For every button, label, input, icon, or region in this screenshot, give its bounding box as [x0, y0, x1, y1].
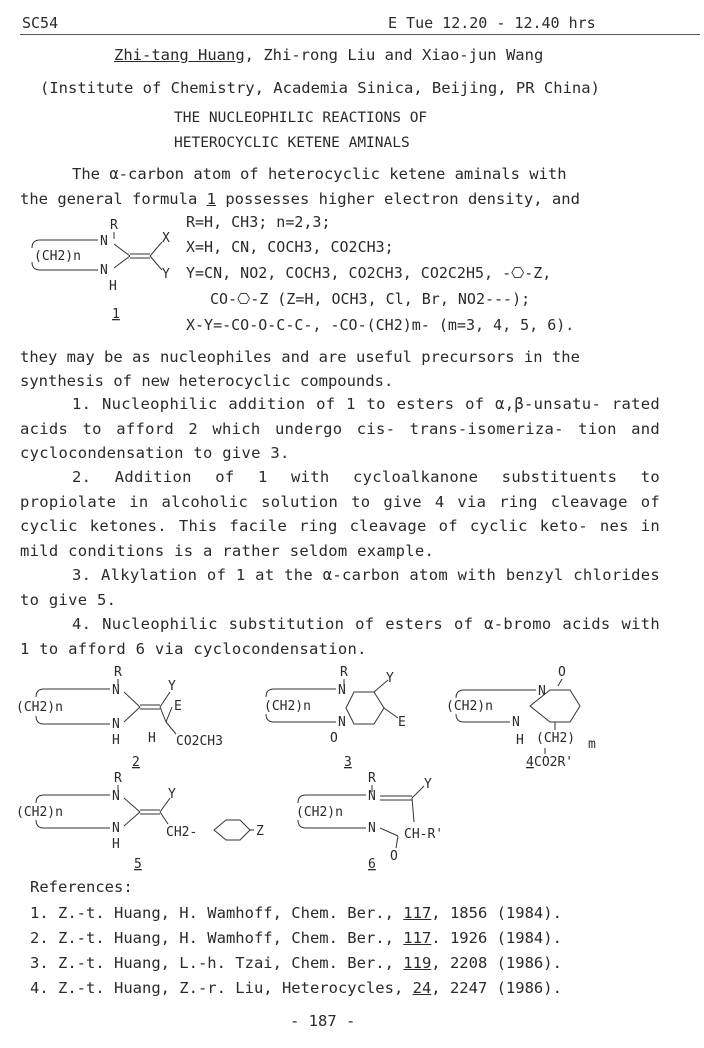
author-3: Xiao-jun Wang: [421, 46, 544, 64]
atom-label: Z: [256, 824, 264, 839]
reference-item: [30, 904, 562, 922]
body-line: they may be as nucleophiles and are useful precursors in the: [20, 348, 580, 366]
atom-label: N: [512, 715, 520, 730]
compound-label: 2: [132, 755, 140, 770]
atom-label: N: [100, 263, 108, 278]
compound-label: 4: [526, 755, 534, 770]
title-line-2: HETEROCYCLIC KETENE AMINALS: [174, 135, 410, 151]
atom-label: O: [330, 731, 338, 746]
reference-item: [30, 979, 562, 997]
ref-text: , 2247 (1986).: [431, 979, 562, 997]
compound-label: 3: [344, 755, 352, 770]
paragraph-text: 4. Nucleophilic substitution of esters of α-bromo acids with 1 to afford 6 via cyclocondensation.: [20, 615, 660, 658]
author-2: Zhi-rong Liu: [263, 46, 376, 64]
ring-label: (CH2)n: [34, 249, 81, 264]
author-sep: and: [375, 46, 422, 64]
intro-text: possesses higher electron density, and: [215, 190, 580, 208]
structure-2: [14, 662, 254, 772]
header-session: E Tue 12.20 - 12.40 hrs: [388, 14, 596, 32]
reference-item: [30, 954, 562, 972]
atom-label: H: [112, 733, 120, 748]
paragraph-text: 2. Addition of 1 with cycloalkanone substituents to propiolate in alcoholic solution to give 4 via ring cleavage of cyclic ketones. This facile ring cleavage of cyclic keto- nes in mild conditions is a rather seldom example.: [20, 468, 660, 560]
ring-label: (CH2)n: [16, 700, 63, 715]
ref-text: . 1926 (1984).: [431, 929, 562, 947]
atom-label: Y: [162, 267, 170, 282]
formula-line-5: X-Y=-CO-O-C-C-, -CO-(CH2)m- (m=3, 4, 5, 6).: [186, 316, 575, 334]
atom-label: Y: [168, 787, 176, 802]
structure-6: [292, 768, 492, 878]
compound-label: 6: [368, 857, 376, 872]
atom-label: E: [398, 715, 406, 730]
atom-label: m: [588, 737, 596, 752]
ref-volume: 117: [403, 929, 432, 947]
page-number: - 187 -: [290, 1012, 356, 1030]
ref-volume: 119: [403, 954, 432, 972]
reference-item: [30, 929, 562, 947]
compound-label: 5: [134, 857, 142, 872]
intro-line-1: The α-carbon atom of heterocyclic ketene aminals with: [72, 165, 567, 183]
ring-label: (CH2)n: [296, 805, 343, 820]
paragraph-text: 3. Alkylation of 1 at the α-carbon atom with benzyl chlorides to give 5.: [20, 566, 660, 609]
header-rule: [20, 34, 700, 35]
ring-label: (CH2)n: [264, 699, 311, 714]
paragraph-2: [20, 465, 660, 563]
formula-line-2: X=H, CN, COCH3, CO2CH3;: [186, 238, 394, 256]
structure-4: [440, 662, 670, 782]
atom-label: N: [338, 683, 346, 698]
paragraph-4: [20, 612, 660, 661]
group-label: CH-R': [404, 827, 444, 842]
paragraph-1: [20, 392, 660, 466]
references-heading: References:: [30, 878, 133, 896]
ref-volume: 24: [412, 979, 432, 997]
atom-label: R: [114, 771, 122, 786]
atom-label: N: [112, 789, 120, 804]
compound-ref: 1: [206, 190, 216, 208]
ref-volume: 117: [403, 904, 432, 922]
atom-label: N: [368, 789, 376, 804]
ref-text: , 2208 (1986).: [431, 954, 562, 972]
formula-line-4: CO-⎔-Z (Z=H, OCH3, Cl, Br, NO2---);: [210, 290, 531, 308]
compound-label: 1: [112, 307, 120, 322]
ref-text: 3. Z.-t. Huang, L.-h. Tzai, Chem. Ber.,: [30, 954, 404, 972]
group-label: CO2R': [534, 755, 574, 770]
formula-line-1: R=H, CH3; n=2,3;: [186, 213, 331, 231]
author-sep: ,: [244, 46, 264, 64]
ref-text: 4. Z.-t. Huang, Z.-r. Liu, Heterocycles,: [30, 979, 413, 997]
atom-label: Y: [386, 671, 394, 686]
atom-label: N: [112, 717, 120, 732]
atom-label: E: [174, 699, 182, 714]
atom-label: O: [390, 849, 398, 864]
atom-label: N: [338, 715, 346, 730]
atom-label: N: [112, 821, 120, 836]
atom-label: Y: [168, 679, 176, 694]
atom-label: N: [538, 684, 546, 699]
atom-label: N: [100, 234, 108, 249]
atom-label: N: [368, 821, 376, 836]
atom-label: Y: [424, 777, 432, 792]
author-1: Zhi-tang Huang: [114, 46, 245, 64]
structure-5: [14, 768, 284, 878]
atom-label: H: [516, 733, 524, 748]
atom-label: O: [558, 665, 566, 680]
atom-label: H: [148, 731, 156, 746]
ref-text: , 1856 (1984).: [431, 904, 562, 922]
structure-1: [18, 212, 188, 342]
authors: [114, 46, 543, 64]
atom-label: X: [162, 231, 170, 246]
structure-3: [262, 662, 432, 772]
intro-text: the general formula: [20, 190, 207, 208]
group-label: (CH2): [536, 731, 576, 746]
ref-text: 2. Z.-t. Huang, H. Wamhoff, Chem. Ber.,: [30, 929, 404, 947]
affiliation: (Institute of Chemistry, Academia Sinica, Beijing, PR China): [40, 79, 600, 97]
header-code: SC54: [22, 14, 59, 32]
atom-label: H: [109, 279, 117, 294]
atom-label: R: [340, 665, 348, 680]
ref-text: 1. Z.-t. Huang, H. Wamhoff, Chem. Ber.,: [30, 904, 404, 922]
group-label: CO2CH3: [176, 734, 223, 749]
ring-label: (CH2)n: [446, 699, 493, 714]
ring-label: (CH2)n: [16, 805, 63, 820]
atom-label: H: [112, 837, 120, 852]
paragraph-3: [20, 563, 660, 612]
atom-label: R: [110, 218, 118, 233]
atom-label: N: [112, 683, 120, 698]
atom-label: R: [114, 665, 122, 680]
formula-line-3: Y=CN, NO2, COCH3, CO2CH3, CO2C2H5, -⎔-Z,: [186, 264, 552, 282]
group-label: CH2-: [166, 825, 198, 840]
intro-line-2: [20, 190, 580, 208]
body-line: synthesis of new heterocyclic compounds.: [20, 372, 394, 390]
atom-label: R: [368, 771, 376, 786]
title-line-1: THE NUCLEOPHILIC REACTIONS OF: [174, 110, 428, 126]
paragraph-text: 1. Nucleophilic addition of 1 to esters of α,β-unsatu- rated acids to afford 2 which undergo cis- trans-isomeriza- tion and cyclocondensation to give 3.: [20, 395, 660, 462]
